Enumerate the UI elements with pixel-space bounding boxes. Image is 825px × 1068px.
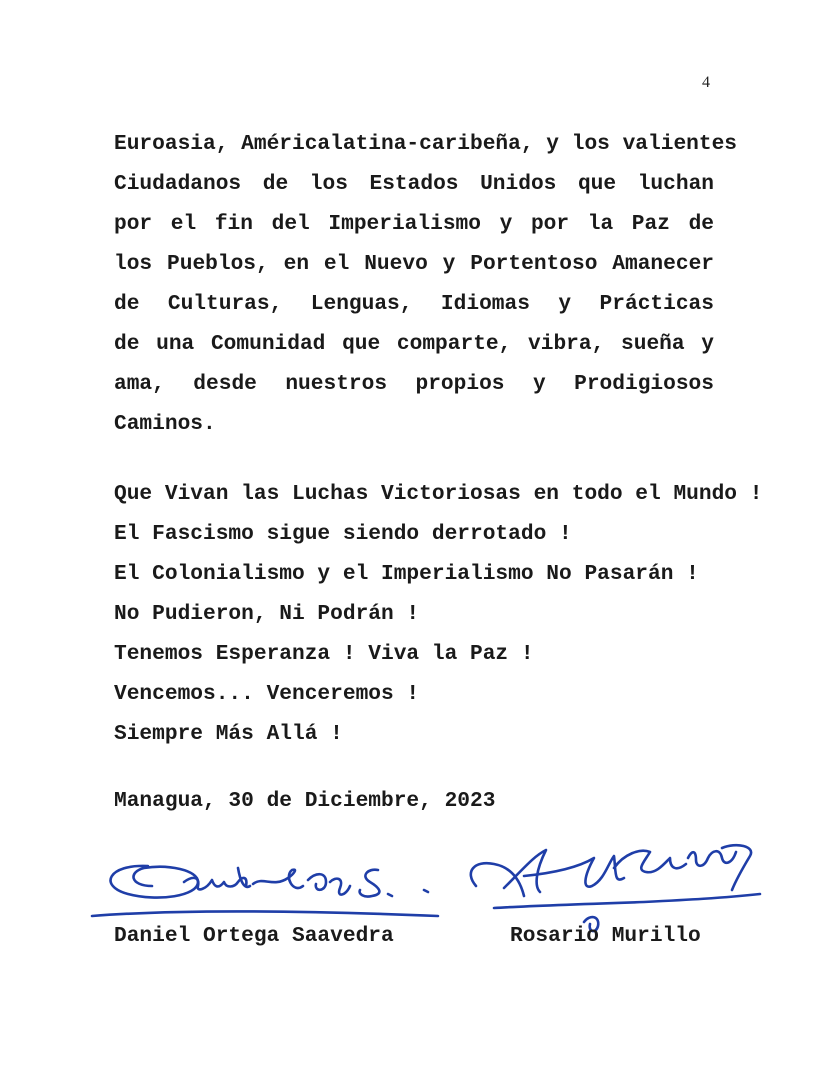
body-line: Euroasia, Américalatina-caribeña, y los valientes [114,132,738,156]
slogan-line: Que Vivan las Luchas Victoriosas en todo el Mundo ! [114,482,763,506]
signature-daniel-ortega [88,846,443,924]
signatory-name-right: Rosario Murillo [510,924,701,948]
body-line: de Culturas, Lenguas, Idiomas y Prácticas [114,292,714,316]
slogan-line: Tenemos Esperanza ! Viva la Paz ! [114,642,534,666]
place-date: Managua, 30 de Diciembre, 2023 [114,789,496,813]
body-line: Ciudadanos de los Estados Unidos que luchan [114,172,714,196]
body-line: Caminos. [114,412,216,436]
slogan-line: El Fascismo sigue siendo derrotado ! [114,522,572,546]
page-number: 4 [702,74,710,91]
body-line: ama, desde nuestros propios y Prodigiosos [114,372,714,396]
body-line: por el fin del Imperialismo y por la Paz de [114,212,714,236]
body-line: los Pueblos, en el Nuevo y Portentoso Amanecer [114,252,714,276]
slogans-list [114,479,763,759]
slogan-line: El Colonialismo y el Imperialismo No Pasarán ! [114,562,699,586]
slogan-line: No Pudieron, Ni Podrán ! [114,602,420,626]
slogan-line: Vencemos... Venceremos ! [114,682,420,706]
letter-body-paragraph [114,129,738,449]
slogan-line: Siempre Más Allá ! [114,722,343,746]
body-line: de una Comunidad que comparte, vibra, sueña y [114,332,714,356]
signatory-name-left: Daniel Ortega Saavedra [114,924,394,948]
